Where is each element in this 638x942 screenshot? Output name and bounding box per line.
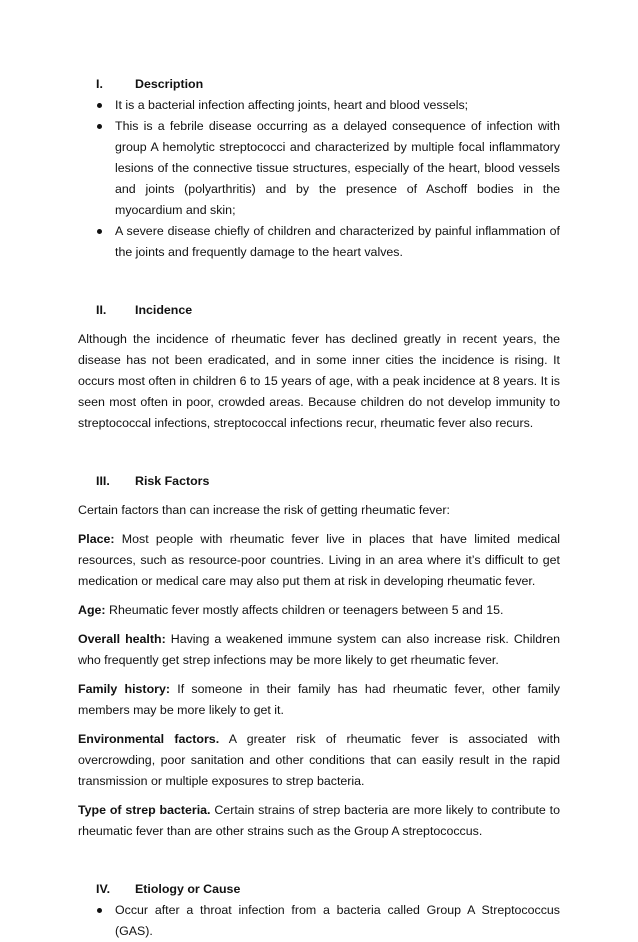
risk-factor-strep-type: Type of strep bacteria. Certain strains of strep bacteria are more likely to contribute to rheumatic fever than are other strains such as the Group A streptococcus. bbox=[78, 803, 560, 838]
etiology-bullet-list bbox=[78, 900, 560, 942]
bullet-icon bbox=[97, 229, 102, 234]
risk-factors-intro: Certain factors than can increase the risk of getting rheumatic fever: bbox=[78, 503, 450, 517]
bullet-icon bbox=[97, 124, 102, 129]
document-page bbox=[78, 74, 560, 942]
section-title: Risk Factors bbox=[135, 474, 210, 488]
list-item: This is a febrile disease occurring as a delayed consequence of infection with group A hemolytic streptococci and characterized by multiple focal inflammatory lesions of the connective tissue structures, especially of the heart, blood vessels and joints (polyarthritis) and by the presence of Aschoff bodies in the myocardium and skin; bbox=[78, 116, 560, 221]
section-number: II. bbox=[96, 303, 107, 317]
bullet-icon bbox=[97, 908, 102, 913]
section-title: Description bbox=[135, 77, 204, 91]
section-heading-risk-factors bbox=[96, 471, 560, 492]
section-heading-incidence bbox=[96, 300, 560, 321]
section-heading-etiology bbox=[96, 879, 560, 900]
risk-factor-age: Age: Rheumatic fever mostly affects children or teenagers between 5 and 15. bbox=[78, 603, 504, 617]
list-item: Occur after a throat infection from a bacteria called Group A Streptococcus (GAS). bbox=[78, 900, 560, 942]
description-bullet-list bbox=[78, 95, 560, 263]
list-item: It is a bacterial infection affecting joints, heart and blood vessels; bbox=[78, 95, 560, 116]
list-item: A severe disease chiefly of children and characterized by painful inflammation of the joints and frequently damage to the heart valves. bbox=[78, 221, 560, 263]
risk-factor-environmental: Environmental factors. A greater risk of rheumatic fever is associated with overcrowding, poor sanitation and other conditions that can easily result in the rapid transmission or multiple exposures to strep bacteria. bbox=[78, 732, 560, 788]
section-title: Incidence bbox=[135, 303, 193, 317]
risk-factor-place: Place: Most people with rheumatic fever live in places that have limited medical resources, such as resource-poor countries. Living in an area where it’s difficult to get medication or medical care may also put them at risk in developing rheumatic fever. bbox=[78, 532, 560, 588]
bullet-icon bbox=[97, 103, 102, 108]
incidence-paragraph: Although the incidence of rheumatic fever has declined greatly in recent years, the disease has not been eradicated, and in some inner cities the incidence is rising. It occurs most often in children 6 to 15 years of age, with a peak incidence at 8 years. It is seen most often in poor, crowded areas. Because children do not develop immunity to streptococcal infections, streptococcal infections recur, rheumatic fever also recurs. bbox=[78, 332, 560, 430]
section-heading-description bbox=[96, 74, 560, 95]
risk-factor-overall-health: Overall health: Having a weakened immune system can also increase risk. Children who frequently get strep infections may be more likely to get rheumatic fever. bbox=[78, 632, 560, 667]
risk-factor-family-history: Family history: If someone in their family has had rheumatic fever, other family members may be more likely to get it. bbox=[78, 682, 560, 717]
section-number: III. bbox=[96, 474, 110, 488]
section-number: I. bbox=[96, 77, 103, 91]
section-title: Etiology or Cause bbox=[135, 882, 241, 896]
section-number: IV. bbox=[96, 882, 111, 896]
